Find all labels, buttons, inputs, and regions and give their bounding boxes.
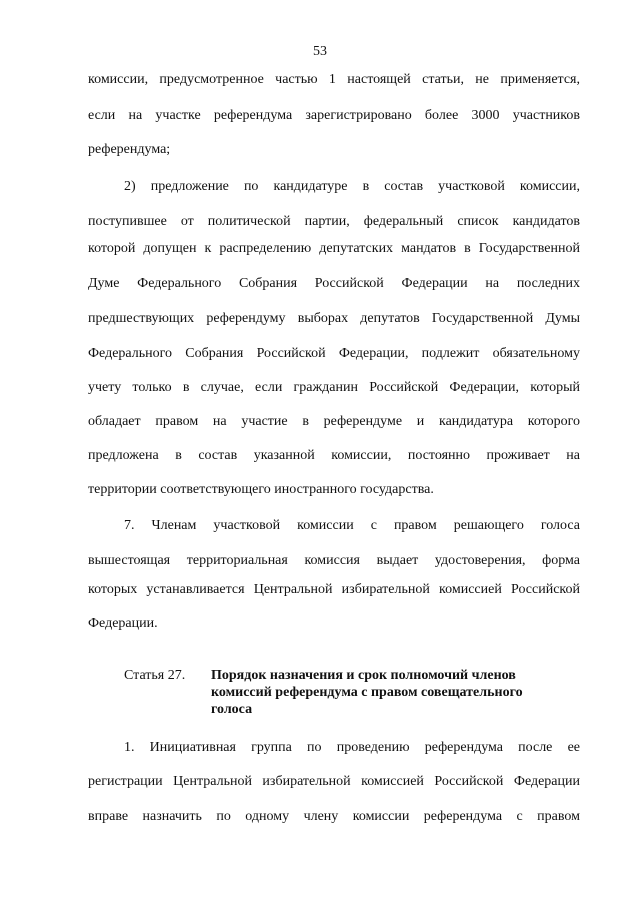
- article-label: Статья 27.: [124, 668, 186, 683]
- text-line: Думе Федерального Собрания Российской Федерации на последних: [88, 276, 580, 291]
- text-line: Федерального Собрания Российской Федерации, подлежит обязательному: [88, 346, 580, 361]
- article-title-line-1: Порядок назначения и срок полномочий членов: [211, 668, 516, 683]
- text-line: предложена в состав указанной комиссии, постоянно проживает на: [88, 448, 580, 463]
- article-title-line-3: голоса: [211, 702, 253, 717]
- text-line: предшествующих референдуму выборах депутатов Государственной Думы: [88, 311, 580, 326]
- text-line: комиссии, предусмотренное частью 1 настоящей статьи, не применяется,: [88, 72, 580, 87]
- text-line: которой допущен к распределению депутатских мандатов в Государственной: [88, 241, 580, 256]
- text-line: 2) предложение по кандидатуре в состав участковой комиссии,: [124, 179, 580, 194]
- text-line: 7. Членам участковой комиссии с правом решающего голоса: [124, 518, 580, 533]
- text-line: если на участке референдума зарегистрировано более 3000 участников: [88, 108, 580, 123]
- article-title-line-2: комиссий референдума с правом совещательного: [211, 685, 523, 700]
- text-line: учету только в случае, если гражданин Российской Федерации, который: [88, 380, 580, 395]
- text-line: поступившее от политической партии, федеральный список кандидатов: [88, 214, 580, 229]
- text-line: регистрации Центральной избирательной комиссией Российской Федерации: [88, 774, 580, 789]
- text-line: вышестоящая территориальная комиссия выдает удостоверения, форма: [88, 553, 580, 568]
- text-line: Федерации.: [88, 616, 158, 631]
- text-line: вправе назначить по одному члену комиссии референдума с правом: [88, 809, 580, 824]
- text-line: которых устанавливается Центральной избирательной комиссией Российской: [88, 582, 580, 597]
- page-number: 53: [313, 44, 327, 59]
- text-line: 1. Инициативная группа по проведению референдума после ее: [124, 740, 580, 755]
- text-line: референдума;: [88, 142, 171, 157]
- text-line: территории соответствующего иностранного государства.: [88, 482, 434, 497]
- text-line: обладает правом на участие в референдуме и кандидатура которого: [88, 414, 580, 429]
